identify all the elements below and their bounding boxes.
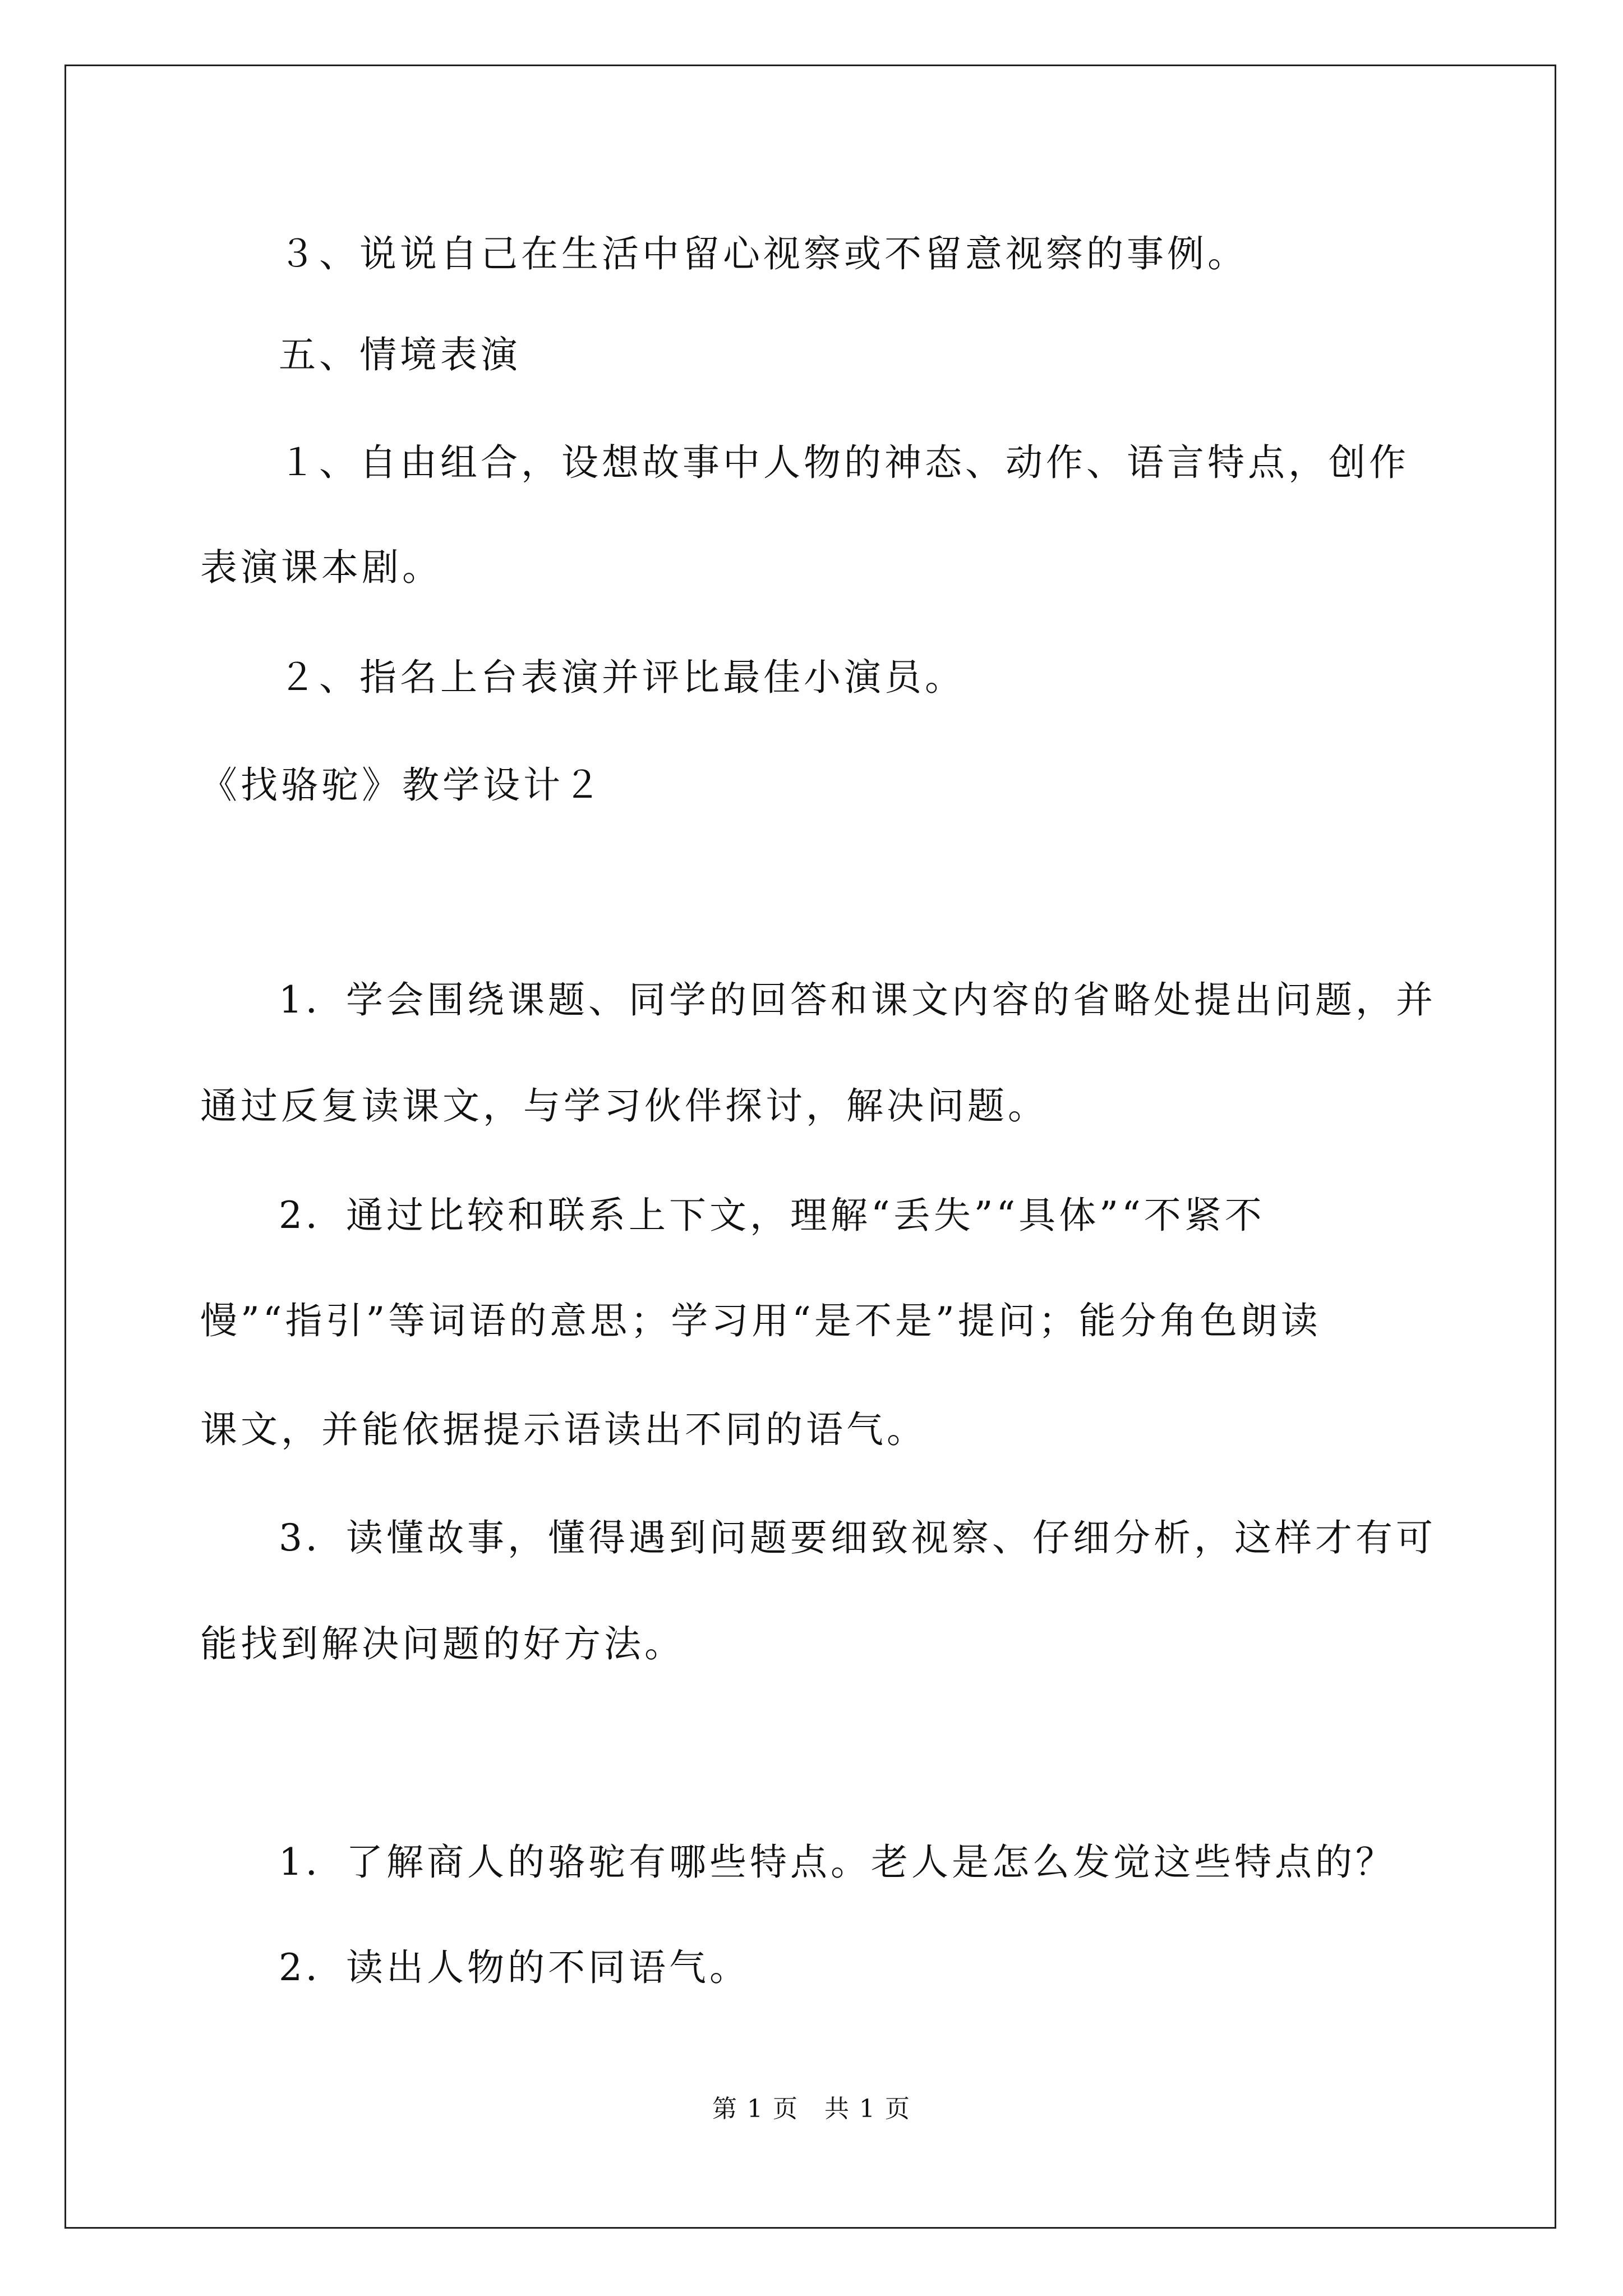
paragraph-line: 2．读出人物的不同语气。 <box>279 1946 750 1989</box>
section-heading: 五、情境表演 <box>279 333 521 376</box>
paragraph-line: １、自由组合，设想故事中人物的神态、动作、语言特点，创作 <box>279 441 1409 484</box>
paragraph-line: 慢”“指引”等词语的意思；学习用“是不是”提问；能分角色朗读 <box>200 1299 1321 1342</box>
document-title: 《找骆驼》教学设计２ <box>200 763 604 807</box>
paragraph-line: ３、说说自己在生活中留心视察或不留意视察的事例。 <box>279 232 1248 275</box>
paragraph-line: 表演课本剧。 <box>200 546 442 589</box>
paragraph-line: 1．了解商人的骆驼有哪些特点。老人是怎么发觉这些特点的？ <box>279 1841 1396 1884</box>
page-border <box>64 65 1556 2229</box>
paragraph-line: 1．学会围绕课题、同学的回答和课文内容的省略处提出问题，并 <box>279 978 1436 1022</box>
paragraph-line: 3．读懂故事，懂得遇到问题要细致视察、仔细分析，这样才有可 <box>279 1516 1436 1559</box>
paragraph-line: ２、指名上台表演并评比最佳小演员。 <box>279 656 965 699</box>
paragraph-line: 能找到解决问题的好方法。 <box>200 1622 685 1665</box>
page-number-footer: 第 1 页 共 1 页 <box>712 2095 911 2123</box>
paragraph-line: 课文，并能依据提示语读出不同的语气。 <box>200 1408 927 1451</box>
paragraph-line: 通过反复读课文，与学习伙伴探讨，解决问题。 <box>200 1084 1048 1128</box>
paragraph-line: 2．通过比较和联系上下文，理解“丢失”“具体”“不紧不 <box>279 1194 1265 1237</box>
